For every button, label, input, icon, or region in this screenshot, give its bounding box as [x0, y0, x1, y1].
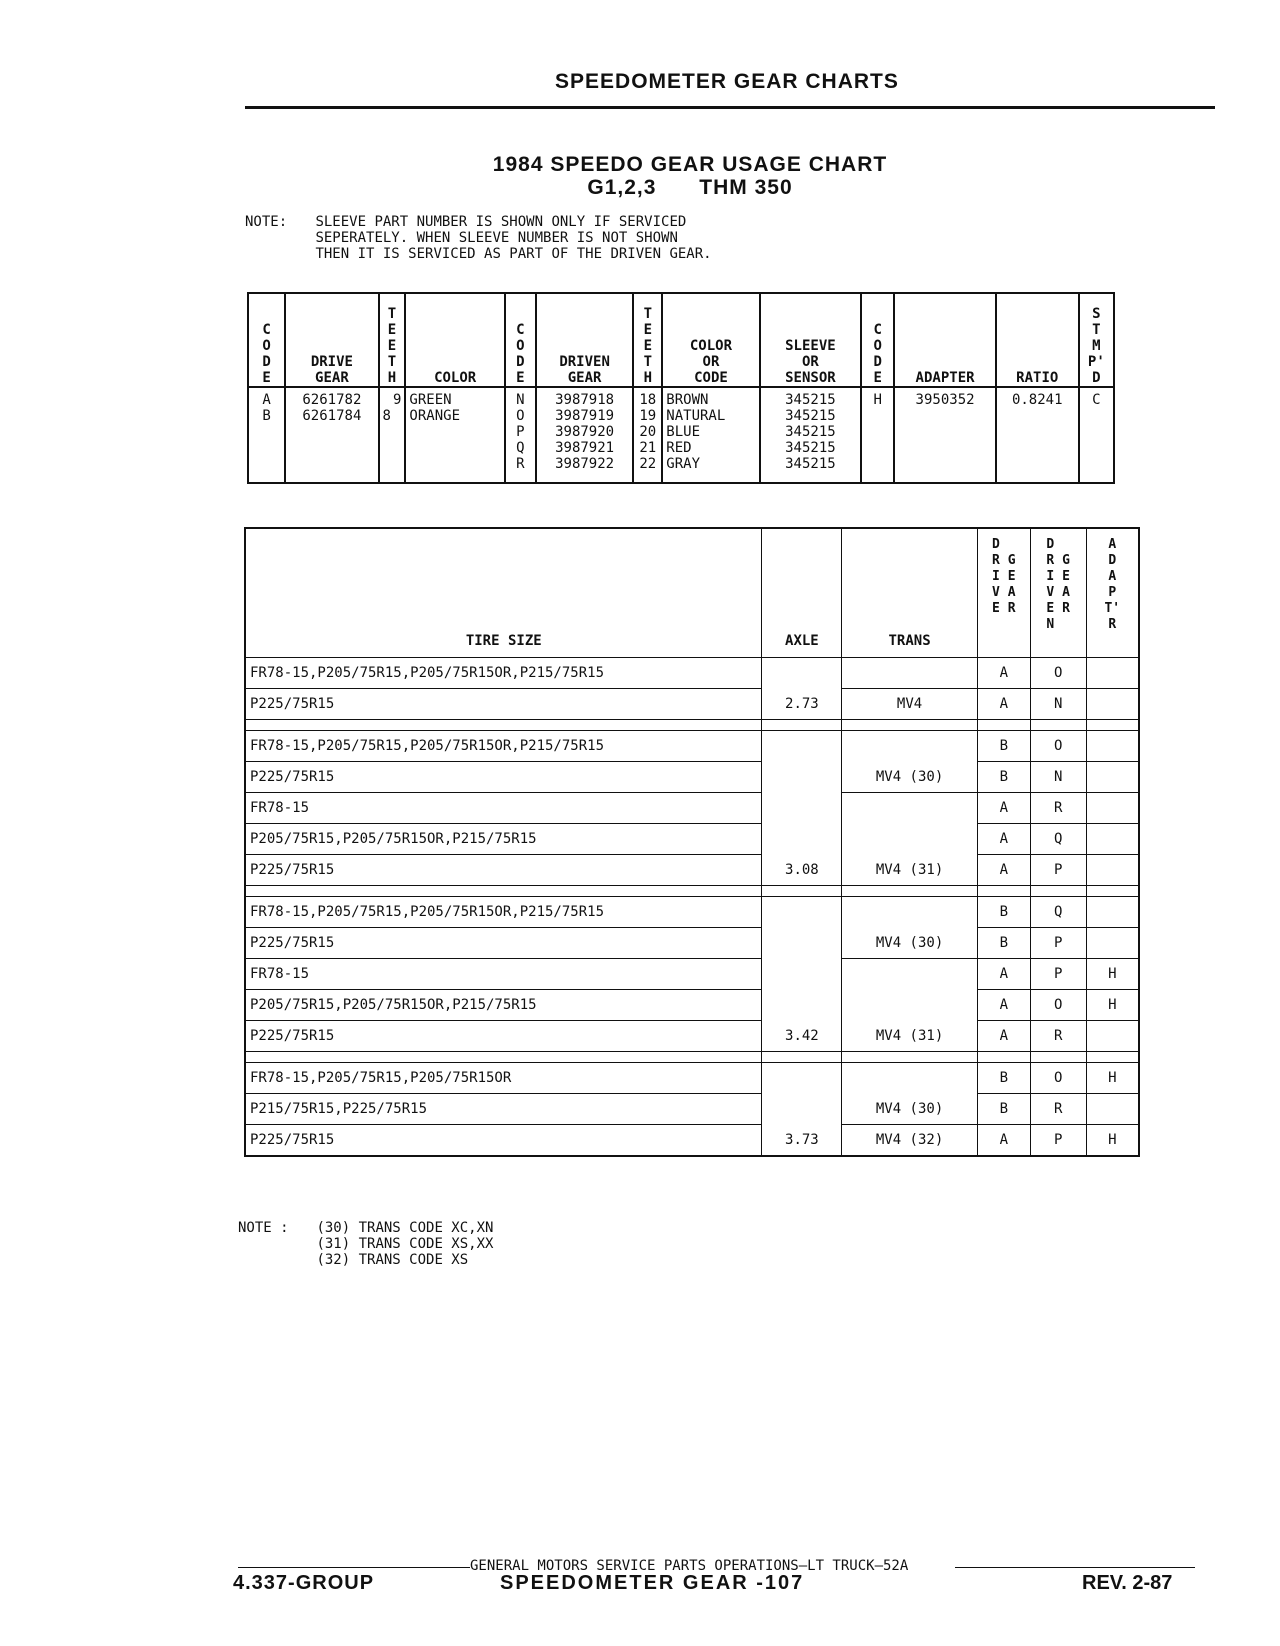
trans-cell: MV4 (32) [842, 1125, 978, 1157]
group-separator [245, 720, 1139, 731]
driven-gear-cell: R [1030, 793, 1086, 824]
table-row [245, 1094, 1139, 1125]
axle-cell [762, 1063, 842, 1094]
trans-cell [842, 1063, 978, 1094]
driven-gear-cell: O [1030, 658, 1086, 689]
bottom-note-line: (30) TRANS CODE XC,XN [316, 1220, 494, 1236]
axle-cell: 3.42 [762, 1021, 842, 1052]
table-row [245, 1021, 1139, 1052]
table-row [245, 793, 1139, 824]
driven-gear-cell: P [1030, 1125, 1086, 1157]
sleeve-cell: 345215 345215 345215 345215 345215 [760, 387, 862, 483]
trans-cell: MV4 (31) [842, 1021, 978, 1052]
tire-size-cell: P225/75R15 [245, 1021, 762, 1052]
col-driven-gear: DRIVEN GEAR [536, 293, 633, 387]
col-axle: AXLE [762, 528, 842, 658]
driven-gear-cell: R [1030, 1021, 1086, 1052]
top-note-line: SEPERATELY. WHEN SLEEVE NUMBER IS NOT SHOWN [315, 230, 678, 246]
drive-gear-cell: B [977, 1094, 1030, 1125]
group-separator [245, 886, 1139, 897]
bottom-note-line: (31) TRANS CODE XS,XX [316, 1236, 494, 1252]
header-rule [245, 106, 1215, 109]
top-note-label: NOTE: [245, 214, 288, 230]
table-row [245, 928, 1139, 959]
trans-cell [842, 658, 978, 689]
axle-cell [762, 762, 842, 793]
table-row [245, 689, 1139, 720]
drive-teeth-cell: 9 8 [379, 387, 406, 483]
driven-gear-cell: N [1030, 762, 1086, 793]
axle-cell [762, 658, 842, 689]
table-row [245, 731, 1139, 762]
axle-cell [762, 990, 842, 1021]
bottom-note-label: NOTE : [238, 1220, 289, 1236]
drive-gear-cell: A [977, 689, 1030, 720]
chart-subtitle-models: G1,2,3 [587, 176, 657, 199]
table-row [245, 959, 1139, 990]
driven-gear-cell: P [1030, 959, 1086, 990]
col-tire-size: TIRE SIZE [245, 528, 762, 658]
axle-cell: 2.73 [762, 689, 842, 720]
tire-size-cell: FR78-15 [245, 959, 762, 990]
adapter-cell: 3950352 [894, 387, 996, 483]
adapter-cell: H [1086, 1063, 1139, 1094]
table-row [245, 658, 1139, 689]
drive-gear-cell: A [977, 1021, 1030, 1052]
bottom-note-text [316, 1220, 493, 1268]
driven-gear-cell: P [1030, 928, 1086, 959]
adapter-cell [1086, 1094, 1139, 1125]
footer-group: 4.337-GROUP [233, 1572, 375, 1594]
col-code: C O D E [248, 293, 285, 387]
driven-code-cell: N O P Q R [505, 387, 536, 483]
top-note [245, 214, 712, 262]
drive-gear-cell: B [977, 731, 1030, 762]
col-code3: C O D E [861, 293, 894, 387]
axle-cell [762, 824, 842, 855]
tire-size-cell: P205/75R15,P205/75R15OR,P215/75R15 [245, 990, 762, 1021]
axle-cell [762, 793, 842, 824]
col-ratio: RATIO [996, 293, 1079, 387]
trans-cell [842, 959, 978, 990]
driven-gear-cell: O [1030, 731, 1086, 762]
footer-page-title: SPEEDOMETER GEAR -107 [500, 1572, 805, 1594]
adapter-cell [1086, 689, 1139, 720]
adapter-cell [1086, 731, 1139, 762]
driven-gear-cell: O [1030, 990, 1086, 1021]
axle-cell [762, 731, 842, 762]
col-drive-gear: DRIVE GEAR [285, 293, 378, 387]
gear-table [247, 292, 1115, 484]
chart-subtitle-trans: THM 350 [699, 176, 793, 199]
trans-cell: MV4 [842, 689, 978, 720]
tire-size-cell: P225/75R15 [245, 855, 762, 886]
col-adapter: ADAPTER [894, 293, 996, 387]
drive-gear-cell: A [977, 959, 1030, 990]
group-separator [245, 1052, 1139, 1063]
trans-cell: MV4 (30) [842, 1094, 978, 1125]
drive-gear-cell: B [977, 928, 1030, 959]
tire-size-cell: P225/75R15 [245, 689, 762, 720]
col-trans: TRANS [842, 528, 978, 658]
tire-size-cell: FR78-15,P205/75R15,P205/75R15OR,P215/75R15 [245, 731, 762, 762]
table-row [245, 990, 1139, 1021]
top-note-text [315, 214, 711, 262]
driven-gear-cell: O [1030, 1063, 1086, 1094]
footer-revision: REV. 2-87 [1082, 1572, 1173, 1594]
drive-gear-cell: A [977, 824, 1030, 855]
table-row [245, 855, 1139, 886]
driven-gear-cell: N [1030, 689, 1086, 720]
trans-cell [842, 793, 978, 824]
col-drive-gear: D R G I E V A E R [977, 528, 1030, 658]
trans-cell [842, 824, 978, 855]
driven-color-cell: BROWN NATURAL BLUE RED GRAY [662, 387, 759, 483]
tire-size-cell: P215/75R15,P225/75R15 [245, 1094, 762, 1125]
drive-gear-cell: B [977, 897, 1030, 928]
adapter-cell: H [1086, 990, 1139, 1021]
adapter-cell [1086, 897, 1139, 928]
drive-gear-cell: 6261782 6261784 [285, 387, 378, 483]
gear-table-body [248, 387, 1114, 483]
drive-gear-cell: A [977, 855, 1030, 886]
axle-cell [762, 897, 842, 928]
gear-table-header [248, 293, 1114, 387]
table-row [245, 824, 1139, 855]
drive-code-cell: A B [248, 387, 285, 483]
table-row [245, 897, 1139, 928]
axle-cell [762, 1094, 842, 1125]
col-driven-gear: D R G I E V A E R N [1030, 528, 1086, 658]
col-color-code: COLOR OR CODE [662, 293, 759, 387]
adapter-cell: H [1086, 1125, 1139, 1157]
drive-gear-cell: B [977, 1063, 1030, 1094]
table-row [245, 762, 1139, 793]
adapter-cell [1086, 658, 1139, 689]
driven-gear-cell: R [1030, 1094, 1086, 1125]
driven-gear-cell: Q [1030, 824, 1086, 855]
adapter-code-cell: H [861, 387, 894, 483]
drive-gear-cell: A [977, 658, 1030, 689]
bottom-note-line: (32) TRANS CODE XS [316, 1252, 469, 1268]
col-teeth2: T E E T H [633, 293, 662, 387]
tire-size-cell: FR78-15,P205/75R15,P205/75R15OR,P215/75R15 [245, 897, 762, 928]
adapter-cell [1086, 1021, 1139, 1052]
table-row [245, 1125, 1139, 1157]
col-code2: C O D E [505, 293, 536, 387]
adapter-cell [1086, 824, 1139, 855]
usage-table-header [245, 528, 1139, 658]
axle-cell: 3.08 [762, 855, 842, 886]
tire-size-cell: P225/75R15 [245, 928, 762, 959]
adapter-cell [1086, 762, 1139, 793]
trans-cell [842, 990, 978, 1021]
drive-gear-cell: A [977, 990, 1030, 1021]
driven-teeth-cell: 18 19 20 21 22 [633, 387, 662, 483]
tire-size-cell: P225/75R15 [245, 762, 762, 793]
bottom-note [238, 1220, 493, 1268]
footer-rule-left [238, 1567, 470, 1568]
axle-cell [762, 928, 842, 959]
top-note-line: SLEEVE PART NUMBER IS SHOWN ONLY IF SERVICED [315, 214, 687, 230]
drive-gear-cell: A [977, 793, 1030, 824]
page-header: SPEEDOMETER GEAR CHARTS [555, 70, 899, 93]
adapter-cell [1086, 855, 1139, 886]
col-sleeve: SLEEVE OR SENSOR [760, 293, 862, 387]
adapter-cell [1086, 928, 1139, 959]
ratio-cell: 0.8241 [996, 387, 1079, 483]
col-teeth: T E E T H [379, 293, 406, 387]
tire-size-cell: P225/75R15 [245, 1125, 762, 1157]
adapter-cell: H [1086, 959, 1139, 990]
axle-cell: 3.73 [762, 1125, 842, 1157]
chart-title: 1984 SPEEDO GEAR USAGE CHART [492, 153, 888, 176]
tire-size-cell: FR78-15 [245, 793, 762, 824]
tire-size-cell: FR78-15,P205/75R15,P205/75R15OR [245, 1063, 762, 1094]
stamped-cell: C [1079, 387, 1114, 483]
driven-gear-cell: P [1030, 855, 1086, 886]
trans-cell: MV4 (30) [842, 762, 978, 793]
driven-gear-cell: Q [1030, 897, 1086, 928]
drive-gear-cell: B [977, 762, 1030, 793]
col-stamped: S T M P' D [1079, 293, 1114, 387]
footer-rule-right [955, 1567, 1195, 1568]
tire-size-cell: FR78-15,P205/75R15,P205/75R15OR,P215/75R15 [245, 658, 762, 689]
trans-cell [842, 731, 978, 762]
trans-cell: MV4 (31) [842, 855, 978, 886]
adapter-cell [1086, 793, 1139, 824]
axle-cell [762, 959, 842, 990]
trans-cell: MV4 (30) [842, 928, 978, 959]
footer-publisher: GENERAL MOTORS SERVICE PARTS OPERATIONS—LT TRUCK—52A [470, 1558, 909, 1574]
drive-gear-cell: A [977, 1125, 1030, 1157]
tire-size-cell: P205/75R15,P205/75R15OR,P215/75R15 [245, 824, 762, 855]
trans-cell [842, 897, 978, 928]
table-row [245, 1063, 1139, 1094]
col-color: COLOR [405, 293, 504, 387]
drive-color-cell: GREEN ORANGE [405, 387, 504, 483]
driven-gear-cell: 3987918 3987919 3987920 3987921 3987922 [536, 387, 633, 483]
chart-subtitle [440, 176, 940, 200]
col-adapter: A D A P T' R [1086, 528, 1139, 658]
usage-table [244, 527, 1140, 1157]
top-note-line: THEN IT IS SERVICED AS PART OF THE DRIVEN GEAR. [315, 246, 712, 262]
